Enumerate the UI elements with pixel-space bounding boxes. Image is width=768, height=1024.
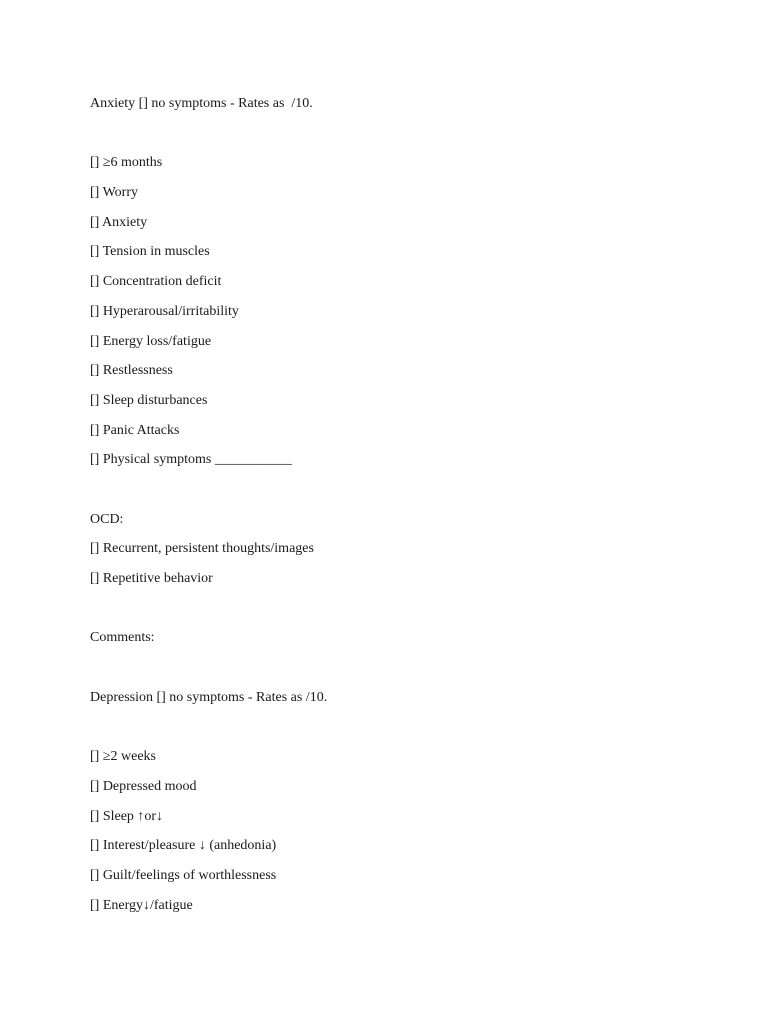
checklist-item: [] Depressed mood bbox=[90, 778, 197, 794]
spacer bbox=[90, 598, 710, 628]
checklist-item: [] Repetitive behavior bbox=[90, 571, 213, 586]
checklist-item: [] ≥2 weeks bbox=[90, 749, 156, 765]
document-body bbox=[90, 93, 710, 924]
spacer bbox=[90, 657, 710, 687]
depression-heading: Depression [] no symptoms - Rates as /10. bbox=[90, 689, 328, 705]
checklist-item: [] Sleep ↑or↓ bbox=[90, 808, 164, 824]
checklist-item: [] Recurrent, persistent thoughts/images bbox=[90, 541, 314, 557]
checklist-item: [] Restlessness bbox=[90, 363, 173, 379]
checklist-item: [] Anxiety bbox=[90, 214, 148, 230]
checklist-item: [] ≥6 months bbox=[90, 155, 163, 171]
anxiety-heading: Anxiety [] no symptoms - Rates as /10. bbox=[90, 96, 313, 111]
spacer bbox=[90, 479, 710, 509]
checklist-item: [] Sleep disturbances bbox=[90, 392, 208, 408]
checklist-item: [] Energy loss/fatigue bbox=[90, 333, 212, 349]
checklist-item: [] Worry bbox=[90, 185, 138, 201]
checklist-item: [] Tension in muscles bbox=[90, 244, 210, 260]
checklist-item: [] Guilt/feelings of worthlessness bbox=[90, 867, 277, 883]
ocd-heading: OCD: bbox=[90, 511, 124, 527]
comments-label: Comments: bbox=[90, 630, 155, 646]
checklist-item: [] Panic Attacks bbox=[90, 422, 180, 438]
checklist-item: [] Energy↓/fatigue bbox=[90, 897, 193, 913]
anxiety-checklist bbox=[90, 152, 710, 479]
spacer bbox=[90, 716, 710, 746]
checklist-item: [] Hyperarousal/irritability bbox=[90, 303, 239, 319]
checklist-item: [] Physical symptoms ___________ bbox=[90, 452, 292, 468]
checklist-item: [] Concentration deficit bbox=[90, 274, 222, 290]
depression-checklist bbox=[90, 746, 710, 924]
spacer bbox=[90, 123, 710, 153]
checklist-item: [] Interest/pleasure ↓ (anhedonia) bbox=[90, 838, 277, 854]
ocd-checklist bbox=[90, 538, 710, 597]
